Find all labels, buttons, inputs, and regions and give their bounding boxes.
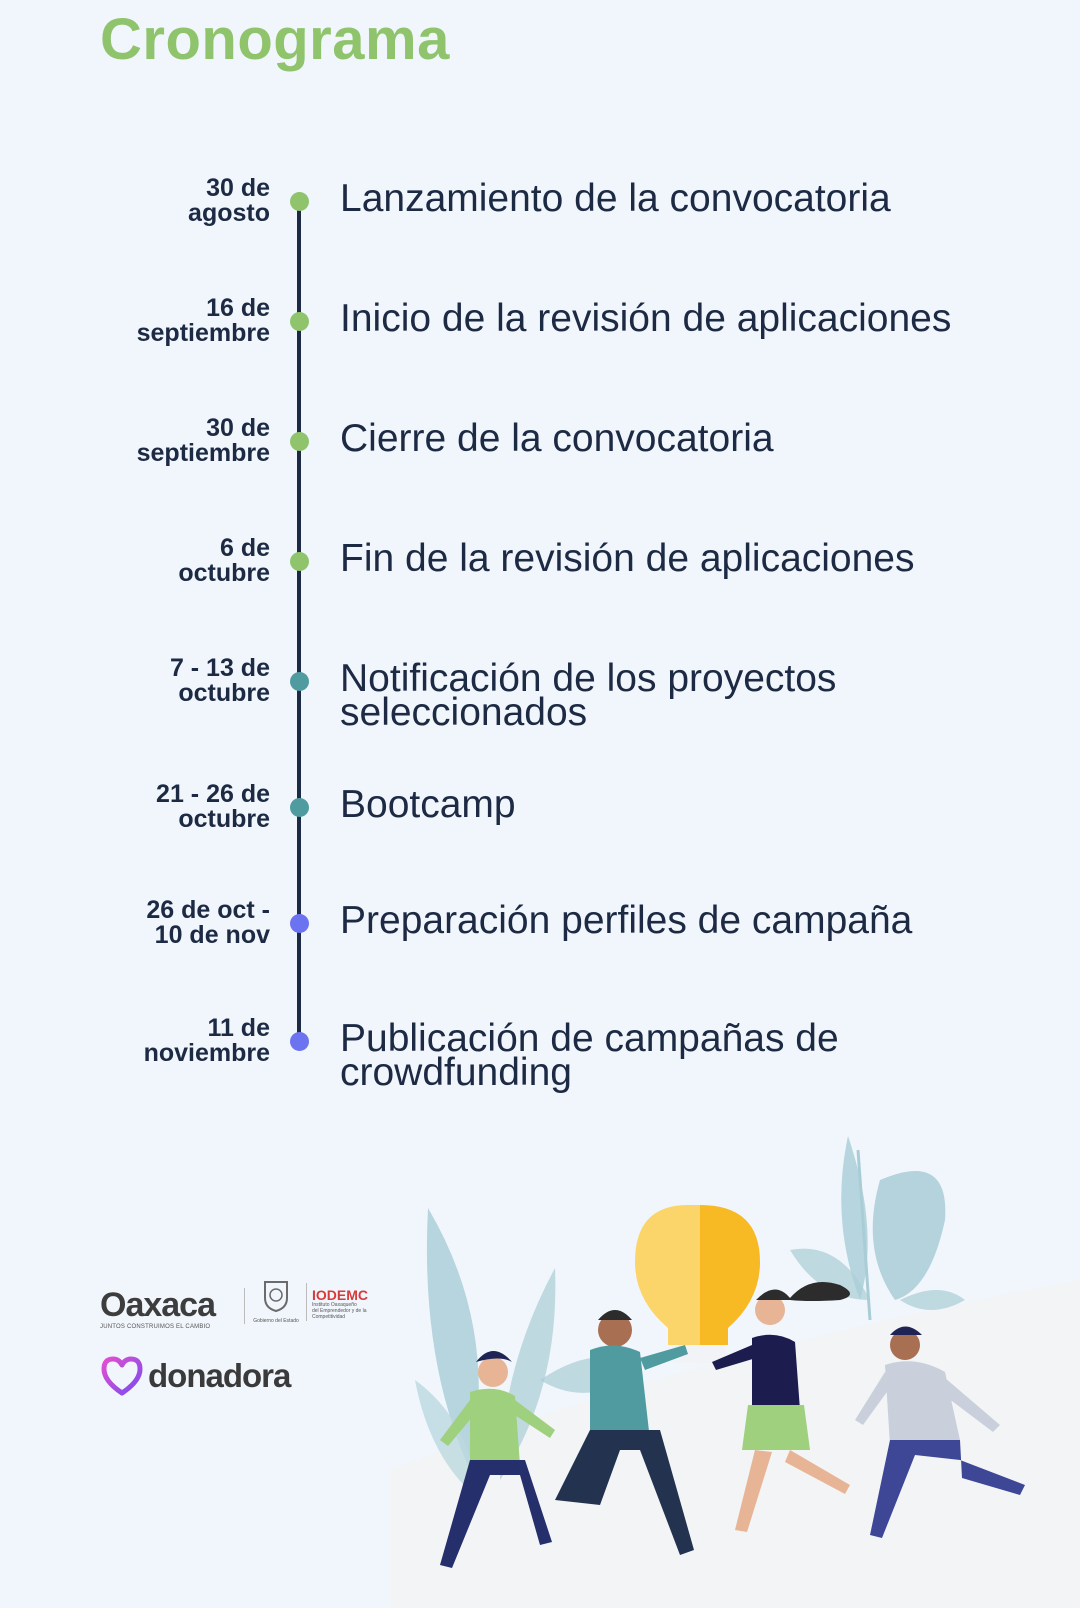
- event-date-line: 21 - 26 de: [156, 780, 270, 808]
- event-title-line: Notificación de los proyectos: [340, 657, 837, 700]
- logo-divider: [306, 1283, 307, 1321]
- event-date-line: octubre: [178, 679, 270, 707]
- event-date: [70, 416, 270, 466]
- logo-iodemc-sub: del Emprendedor y de la: [312, 1308, 367, 1314]
- event-dot: [290, 1032, 309, 1051]
- event-title: [340, 297, 1040, 340]
- event-date-line: 6 de: [219, 534, 270, 562]
- logo-oaxaca-tagline: JUNTOS CONSTRUIMOS EL CAMBIO: [100, 1324, 211, 1330]
- event-dot: [290, 552, 309, 571]
- event-title: [340, 537, 1040, 580]
- event-dot: [290, 432, 309, 451]
- logo-donadora-text: donadora: [148, 1357, 291, 1394]
- logo-iodemc: [312, 1288, 382, 1320]
- logo-iodemc-sub: Competitividad: [312, 1314, 346, 1320]
- event-title: [340, 417, 1040, 460]
- event-date-line: noviembre: [143, 1039, 270, 1067]
- event-title-line: crowdfunding: [340, 1051, 572, 1094]
- event-title-line: Lanzamiento de la convocatoria: [340, 177, 891, 220]
- logo-gobierno: [250, 1278, 302, 1324]
- logo-divider: [244, 1288, 245, 1324]
- page-title: Cronograma: [100, 7, 450, 72]
- event-title-line: Inicio de la revisión de aplicaciones: [340, 297, 952, 340]
- event-date-line: 11 de: [207, 1014, 270, 1042]
- event-date-line: 26 de oct -: [146, 896, 270, 924]
- heart-icon: [100, 1355, 144, 1397]
- event-date-line: 30 de: [206, 174, 270, 202]
- event-date: [70, 296, 270, 346]
- event-title-line: Publicación de campañas de: [340, 1017, 839, 1060]
- logo-oaxaca-text: Oaxaca: [100, 1286, 215, 1324]
- event-date-line: septiembre: [136, 319, 270, 347]
- logo-gobierno-text: Gobierno del Estado: [253, 1318, 299, 1324]
- event-date: [70, 782, 270, 832]
- coat-of-arms-icon: [261, 1278, 291, 1312]
- event-date-line: agosto: [188, 199, 270, 227]
- event-date: [70, 176, 270, 226]
- event-date: [70, 898, 270, 948]
- event-date: [70, 536, 270, 586]
- event-dot: [290, 798, 309, 817]
- event-dot: [290, 312, 309, 331]
- event-dot: [290, 192, 309, 211]
- logo-oaxaca: [100, 1288, 240, 1330]
- event-date-line: 7 - 13 de: [169, 654, 270, 682]
- event-title: [340, 657, 1040, 734]
- event-dot: [290, 672, 309, 691]
- event-date-line: octubre: [178, 559, 270, 587]
- event-title-line: Cierre de la convocatoria: [340, 417, 774, 460]
- event-date: [70, 656, 270, 706]
- event-title: [340, 177, 1040, 220]
- event-title-line: seleccionados: [340, 691, 588, 734]
- event-title: [340, 783, 1040, 826]
- logo-iodemc-text: IODEMC: [312, 1287, 368, 1303]
- event-dot: [290, 914, 309, 933]
- event-date-line: octubre: [178, 805, 270, 833]
- event-date-line: 16 de: [206, 294, 270, 322]
- logo-donadora: [100, 1355, 290, 1397]
- event-date-line: 10 de nov: [154, 921, 270, 949]
- event-date: [70, 1016, 270, 1066]
- logo-iodemc-sub: Instituto Oaxaqueño: [312, 1302, 357, 1308]
- event-date-line: 30 de: [206, 414, 270, 442]
- event-title-line: Fin de la revisión de aplicaciones: [340, 537, 915, 580]
- event-title: [340, 899, 1040, 942]
- event-title-line: Preparación perfiles de campaña: [340, 899, 913, 942]
- footer-illustration: [0, 1090, 1080, 1608]
- event-title: [340, 1017, 1040, 1094]
- lightbulb-icon: [635, 1205, 760, 1363]
- event-date-line: septiembre: [136, 439, 270, 467]
- event-title-line: Bootcamp: [340, 783, 516, 826]
